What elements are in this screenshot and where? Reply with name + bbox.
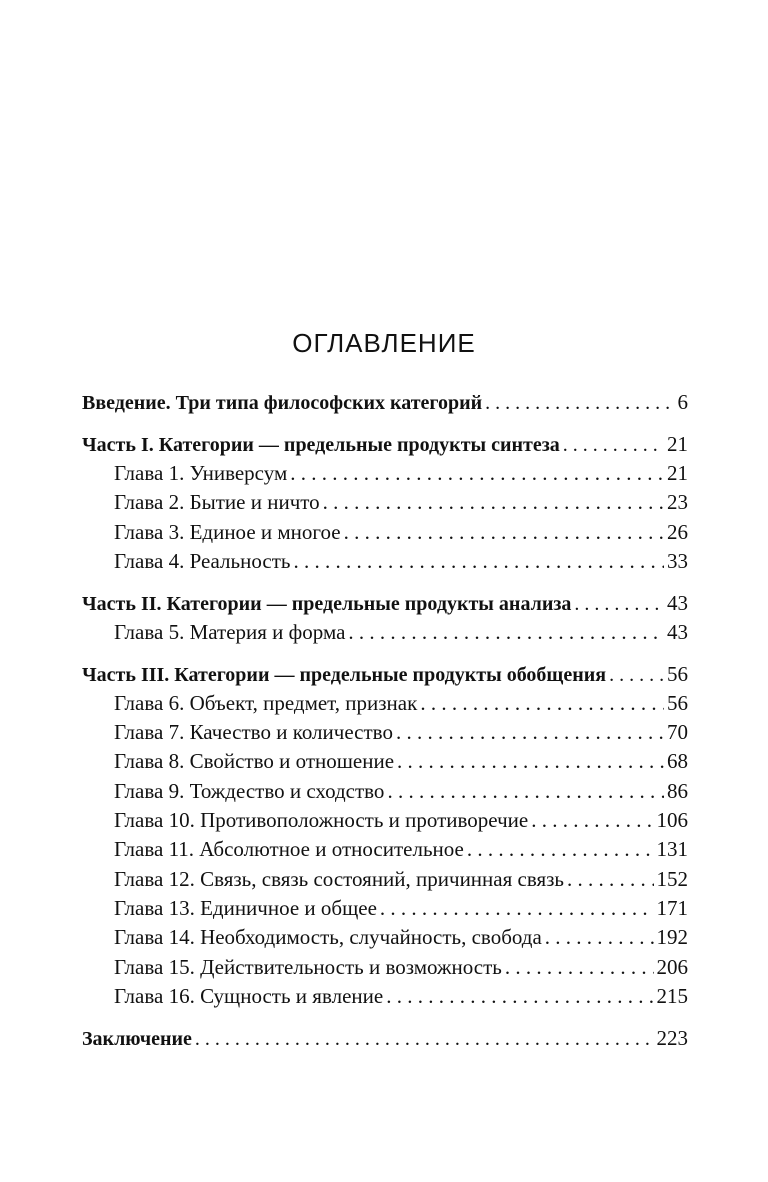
toc-entry-chapter-6 [82,689,688,718]
dot-leader [380,894,654,923]
toc-page-number: 33 [667,548,688,573]
toc-entry-chapter-4 [82,547,688,576]
toc-entry-label: Глава 6. Объект, предмет, признак [114,690,418,715]
toc-entry-label: Глава 13. Единичное и общее [114,895,377,920]
dot-leader [467,835,654,864]
toc-page-number: 192 [656,925,688,950]
toc-entry-label: Глава 11. Абсолютное и относительное [114,837,464,862]
toc-entry-chapter-14 [82,923,688,952]
toc-entry-chapter-15 [82,953,688,982]
dot-leader [531,806,653,835]
toc-entry-label: Глава 8. Свойство и отношение [114,749,395,774]
toc-page-number: 131 [656,837,688,862]
toc-entry-chapter-12 [82,865,688,894]
toc-entry-label: Глава 10. Противоположность и противоречие [114,808,529,833]
toc-entry-chapter-11 [82,835,688,864]
toc-entry-label: Глава 5. Материя и форма [114,619,346,644]
toc-entry-label: Глава 1. Универсум [114,460,288,485]
toc-entry-chapter-13 [82,894,688,923]
toc-entry-chapter-16 [82,982,688,1011]
toc-entry-label: Заключение [82,1027,192,1050]
toc-entry-label: Глава 12. Связь, связь состояний, причинная связь [114,866,565,891]
toc-entry-conclusion [82,1024,688,1053]
toc-entry-label: Глава 16. Сущность и явление [114,983,384,1008]
toc-entry-label: Глава 2. Бытие и ничто [114,490,320,515]
dot-leader [574,590,664,619]
toc-entry-label: Глава 14. Необходимость, случайность, свобода [114,925,542,950]
toc-page-number: 56 [667,690,688,715]
toc-entry-label: Часть III. Категории — предельные продукты обобщения [82,663,607,686]
toc-entry-chapter-5 [82,618,688,647]
toc-entry-chapter-9 [82,777,688,806]
toc-entry-label: Часть II. Категории — предельные продукты анализа [82,592,572,615]
toc-page-number: 21 [667,431,688,456]
toc-entry-chapter-8 [82,747,688,776]
toc-entry-part-3 [82,660,688,689]
toc-entry-label: Глава 7. Качество и количество [114,720,393,745]
toc-page-number: 21 [667,460,688,485]
dot-leader [344,518,664,547]
toc-page-number: 26 [667,519,688,544]
toc-page-number: 68 [667,749,688,774]
dot-leader [386,982,653,1011]
toc-entry-label: Введение. Три типа философских категорий [82,392,483,414]
toc-page-number: 70 [667,720,688,745]
toc-page-number: 152 [656,866,688,891]
toc-entry-introduction [82,388,688,417]
toc-heading: ОГЛАВЛЕНИЕ [292,328,476,358]
toc-page-number: 23 [667,490,688,515]
toc-entry-chapter-7 [82,718,688,747]
toc-entry-label: Глава 9. Тождество и сходство [114,778,385,803]
toc-entry-label: Глава 15. Действительность и возможность [114,954,502,979]
toc-page-number: 106 [656,808,688,833]
toc-page-number: 86 [667,778,688,803]
dot-leader [195,1025,654,1054]
toc-entry-chapter-2 [82,488,688,517]
toc-entry-label: Часть I. Категории — предельные продукты синтеза [82,433,560,456]
dot-leader [563,431,664,460]
dot-leader [387,777,664,806]
dot-leader [505,953,654,982]
dot-leader [420,689,664,718]
toc-page-number: 43 [667,590,688,615]
toc-page-number: 56 [667,661,688,686]
toc-entry-label: Глава 3. Единое и многое [114,519,341,544]
dot-leader [397,747,664,776]
dot-leader [396,718,664,747]
toc-page-number: 215 [656,983,688,1008]
dot-leader [609,661,664,690]
dot-leader [323,488,664,517]
dot-leader [485,389,674,418]
dot-leader [348,618,664,647]
toc-page-number: 171 [656,895,688,920]
table-of-contents [82,388,688,1053]
toc-entry-chapter-3 [82,518,688,547]
toc-page-number: 6 [677,390,688,414]
toc-entry-chapter-1 [82,459,688,488]
toc-entry-part-2 [82,589,688,618]
toc-entry-label: Глава 4. Реальность [114,548,291,573]
dot-leader [545,923,654,952]
dot-leader [567,865,653,894]
dot-leader [290,459,664,488]
toc-page-number: 43 [667,619,688,644]
toc-entry-part-1 [82,430,688,459]
dot-leader [293,547,664,576]
toc-page-number: 206 [656,954,688,979]
toc-entry-chapter-10 [82,806,688,835]
toc-page-number: 223 [656,1025,688,1050]
